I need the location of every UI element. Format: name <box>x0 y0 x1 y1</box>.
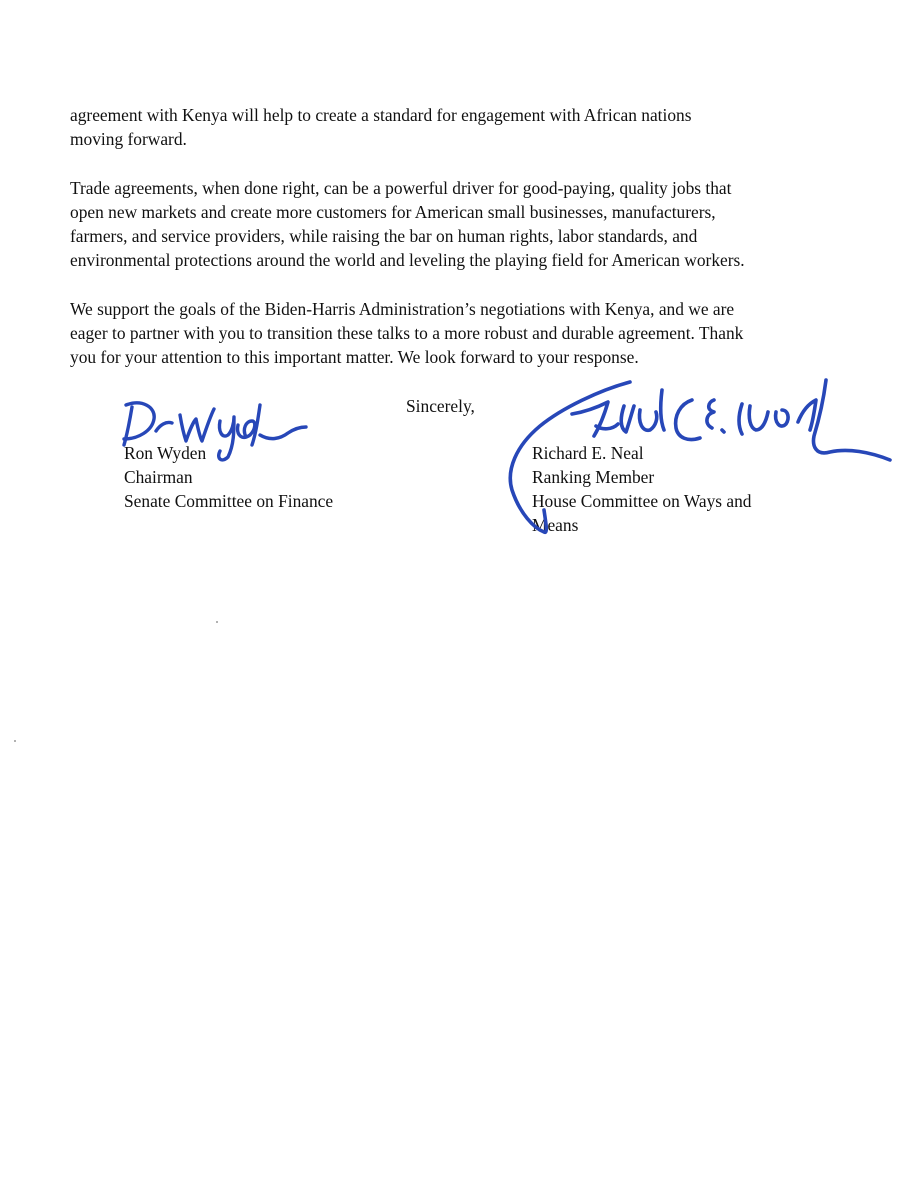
signature-stroke <box>676 400 700 440</box>
signature-stroke <box>180 409 214 441</box>
signature-stroke <box>707 400 714 428</box>
signatory-name: Ron Wyden <box>124 443 207 463</box>
paragraph-line: Trade agreements, when done right, can be a powerful driver for good-paying, quality jobs that <box>70 178 732 198</box>
paragraph-line: open new markets and create more customers for American small businesses, manufacturers, <box>70 202 716 222</box>
signature-stroke <box>596 424 618 429</box>
signature-stroke <box>252 405 260 445</box>
signature-stroke <box>749 406 768 430</box>
signatory-title: Ranking Member <box>532 467 655 487</box>
paragraph-line: agreement with Kenya will help to create a standard for engagement with African nations <box>70 105 692 125</box>
paragraph-line: farmers, and service providers, while raising the bar on human rights, labor standards, and <box>70 226 698 246</box>
signature-block-wyden <box>124 441 333 513</box>
paragraph-trade-agreements <box>70 176 850 272</box>
signature-stroke <box>814 380 890 460</box>
signature-stroke <box>260 427 306 439</box>
signature-stroke <box>572 402 608 436</box>
signature-stroke <box>639 410 656 430</box>
paragraph-line: moving forward. <box>70 129 187 149</box>
signatory-name: Richard E. Neal <box>532 443 644 463</box>
paragraph-line: eager to partner with you to transition these talks to a more robust and durable agreement. Thank <box>70 323 744 343</box>
signatory-title: Chairman <box>124 467 193 487</box>
signature-stroke <box>621 406 634 432</box>
paragraph-line: you for your attention to this important matter. We look forward to your response. <box>70 347 639 367</box>
paper-speck <box>216 621 218 623</box>
signature-block-neal <box>532 441 752 537</box>
closing-salutation: Sincerely, <box>406 396 475 416</box>
signature-stroke <box>776 410 788 426</box>
signature-stroke <box>722 430 724 432</box>
paper-speck <box>14 740 16 742</box>
signature-stroke <box>739 404 742 434</box>
paragraph-support-goals <box>70 297 850 369</box>
signature-stroke <box>156 422 172 431</box>
signature-stroke <box>798 400 816 430</box>
signatory-committee: Senate Committee on Finance <box>124 491 334 511</box>
paragraph-kenya-standard <box>70 103 850 151</box>
signature-stroke <box>238 421 255 437</box>
signature-stroke <box>124 407 132 445</box>
paragraph-line: We support the goals of the Biden-Harris Administration’s negotiations with Kenya, and we are <box>70 299 735 319</box>
signatory-committee: House Committee on Ways and <box>532 491 752 511</box>
signature-stroke <box>124 403 154 439</box>
paragraph-line: environmental protections around the world and leveling the playing field for American workers. <box>70 250 745 270</box>
signature-stroke <box>661 390 664 430</box>
signatory-committee: Means <box>532 515 579 535</box>
